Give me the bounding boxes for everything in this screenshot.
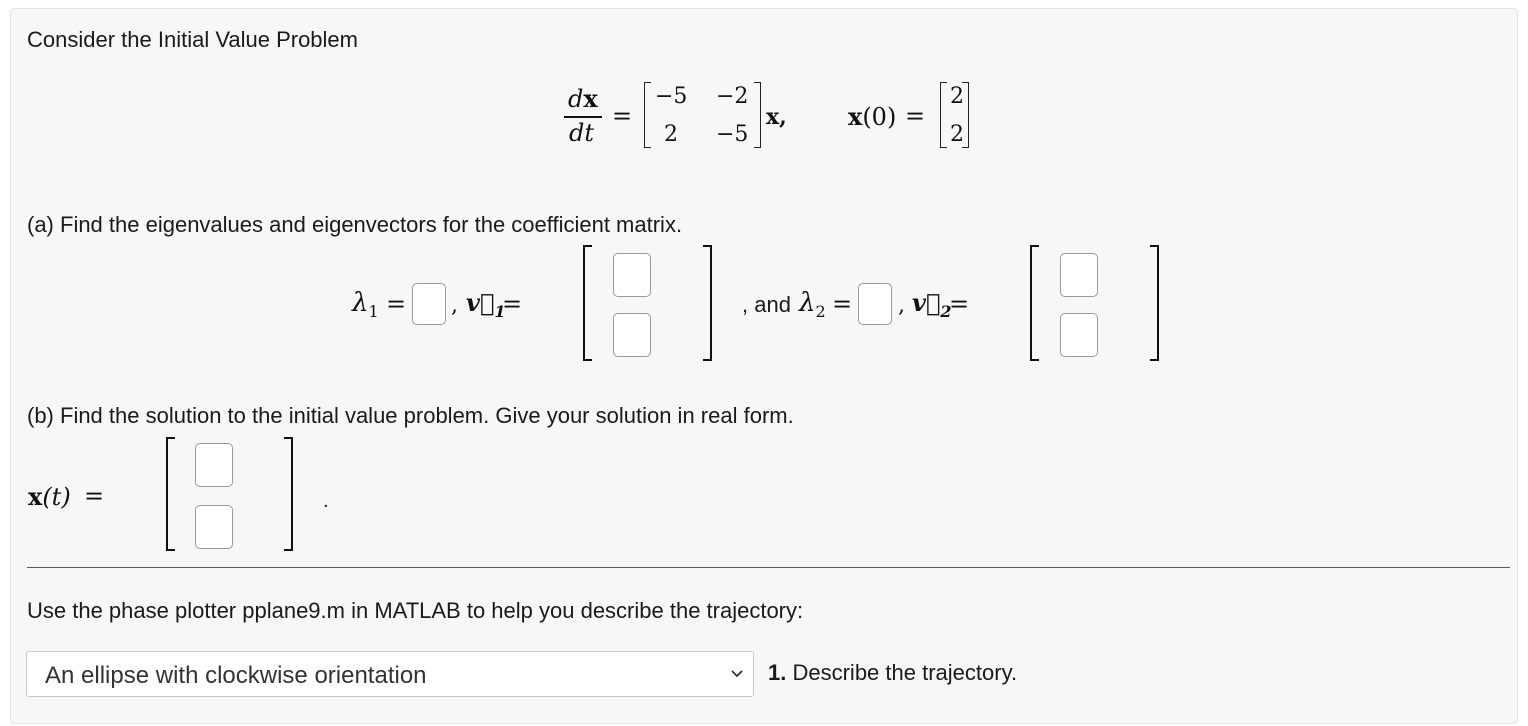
v1-equals: = bbox=[502, 290, 523, 318]
matrix-cell: −5 bbox=[716, 122, 749, 147]
trajectory-prompt: Use the phase plotter pplane9.m in MATLAB to help you describe the trajectory: bbox=[27, 598, 804, 623]
init-left-bracket bbox=[940, 82, 947, 148]
part-a-prompt: (a) Find the eigenvalues and eigenvectors for the coefficient matrix. bbox=[27, 212, 683, 237]
solution-right-bracket bbox=[284, 437, 293, 551]
init-cell: 2 bbox=[950, 84, 964, 109]
trajectory-select[interactable] bbox=[26, 651, 754, 697]
trajectory-label: 1. Describe the trajectory. bbox=[768, 660, 1018, 685]
part-b-prompt: (b) Find the solution to the initial value problem. Give your solution in real form. bbox=[27, 403, 794, 428]
lambda1-symbol: $\lambda_1$ bbox=[352, 288, 379, 322]
lambda1-input[interactable] bbox=[412, 283, 446, 325]
comma: , bbox=[451, 293, 458, 318]
fraction-bar bbox=[564, 116, 602, 118]
v2-left-bracket bbox=[1030, 245, 1039, 361]
lambda2-input[interactable] bbox=[858, 283, 892, 325]
v1-right-bracket bbox=[703, 245, 712, 361]
v2-symbol: $v⃗_2$ bbox=[912, 288, 952, 321]
solution-component-2-input[interactable] bbox=[195, 505, 233, 549]
trajectory-selected-value: An ellipse with clockwise orientation bbox=[45, 662, 427, 689]
initial-lhs: x(0) bbox=[848, 102, 897, 131]
init-cell: 2 bbox=[950, 122, 964, 147]
chevron-down-icon bbox=[729, 666, 745, 682]
lambda2-equals: = bbox=[832, 290, 853, 318]
solution-component-1-input[interactable] bbox=[195, 443, 233, 487]
matrix-cell: −2 bbox=[716, 84, 749, 109]
intro-text: Consider the Initial Value Problem bbox=[27, 27, 358, 52]
solution-lhs: x(t) bbox=[28, 482, 71, 511]
matrix-right-bracket bbox=[754, 82, 761, 148]
matrix-left-bracket bbox=[644, 82, 651, 148]
frac-numerator: dx bbox=[568, 84, 598, 113]
v2-component-1-input[interactable] bbox=[1060, 253, 1098, 297]
comma: , bbox=[898, 293, 905, 318]
solution-left-bracket bbox=[166, 437, 175, 551]
v1-left-bracket bbox=[583, 245, 592, 361]
v1-component-2-input[interactable] bbox=[613, 313, 651, 357]
init-right-bracket bbox=[962, 82, 969, 148]
v2-component-2-input[interactable] bbox=[1060, 313, 1098, 357]
v2-equals: = bbox=[949, 290, 970, 318]
v1-symbol: $v⃗_1$ bbox=[466, 288, 506, 321]
lambda2-symbol: $\lambda_2$ bbox=[799, 288, 826, 322]
lambda1-equals: = bbox=[386, 290, 407, 318]
equals-sign: = bbox=[612, 102, 633, 130]
period: . bbox=[323, 490, 329, 512]
init-equals: = bbox=[905, 102, 926, 130]
matrix-cell: 2 bbox=[664, 122, 678, 147]
matrix-cell: −5 bbox=[655, 84, 688, 109]
vector-x: x, bbox=[766, 104, 787, 130]
v1-component-1-input[interactable] bbox=[613, 253, 651, 297]
section-divider bbox=[27, 567, 1510, 568]
and-text: , and bbox=[742, 292, 791, 317]
v2-right-bracket bbox=[1150, 245, 1159, 361]
solution-equals: = bbox=[84, 482, 105, 510]
frac-denominator: dt bbox=[569, 119, 595, 147]
